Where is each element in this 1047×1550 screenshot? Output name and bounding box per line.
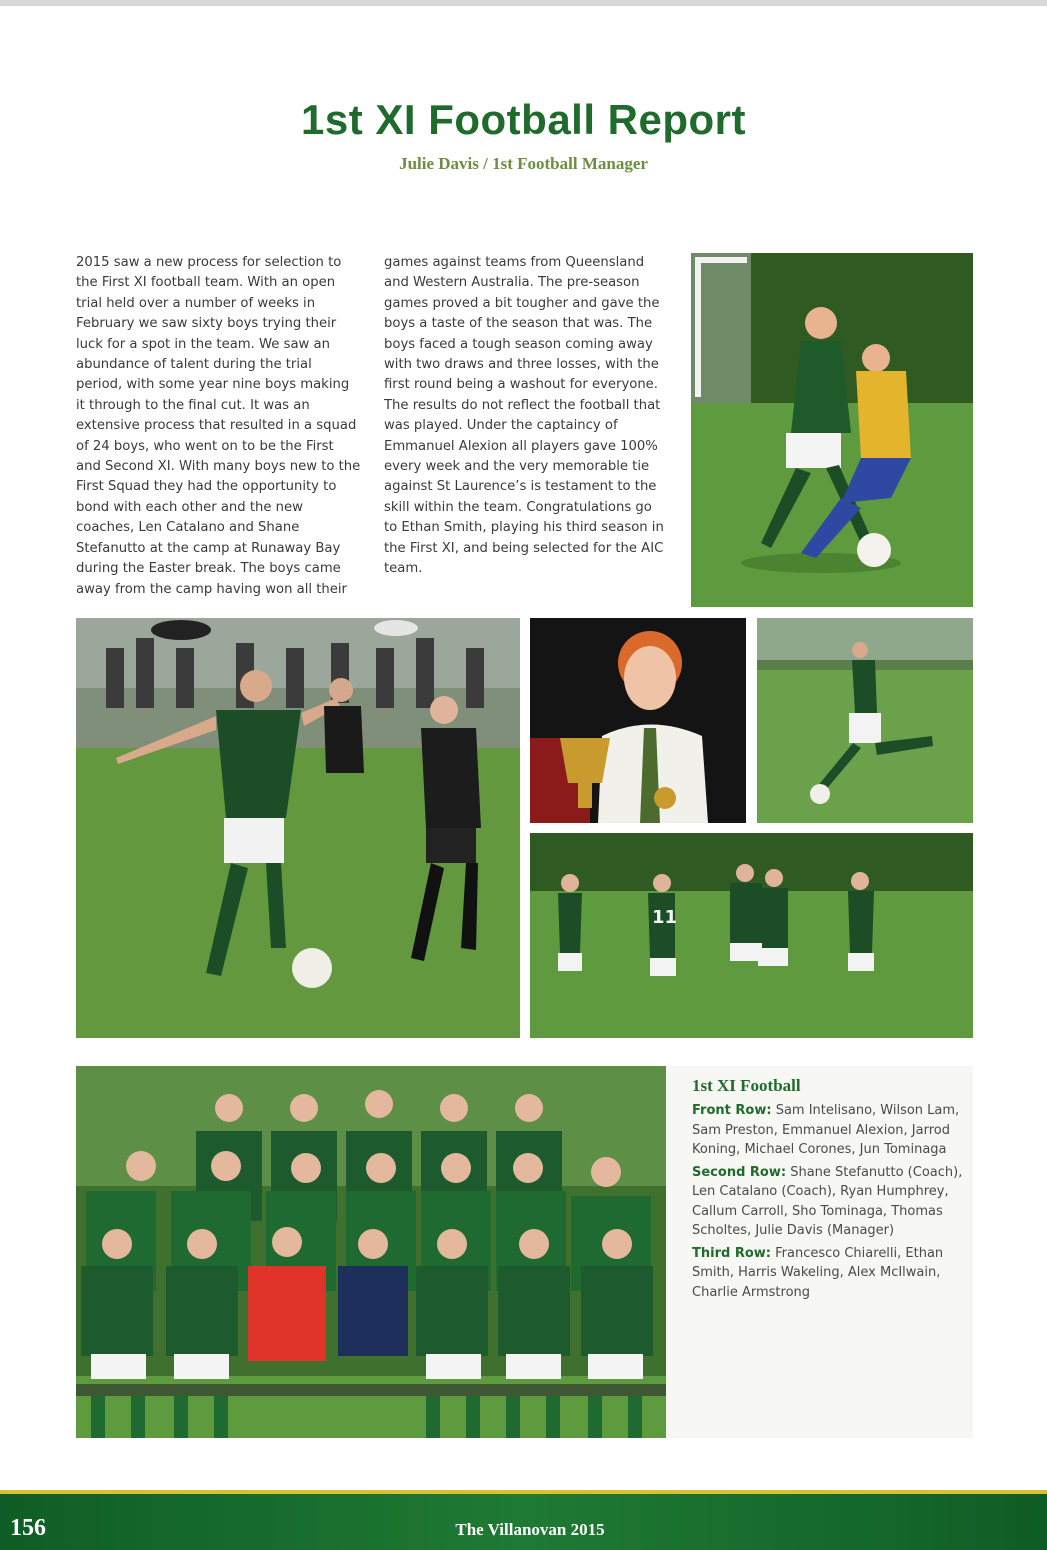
team-caption-list [692,1101,967,1305]
caption-row-front [692,1101,967,1160]
jersey-number: 11 [652,907,678,928]
photo-tackle [691,253,973,607]
publication-name: The Villanovan 2015 [455,1520,605,1539]
caption-row-label: Second Row: [692,1164,787,1180]
caption-row-second [692,1163,967,1241]
article-column-2 [384,253,669,580]
page-number: 156 [10,1515,46,1541]
team-caption-title: 1st XI Football [692,1076,801,1095]
caption-row-names: Sam Intelisano, Wilson Lam, Sam Preston, Emmanuel Alexion, Jarrod Koning, Michael Corones, Jun Tominaga [692,1103,960,1157]
byline: Julie Davis / 1st Football Manager [399,154,648,173]
caption-row-label: Third Row: [692,1245,771,1261]
caption-row-names: Francesco Chiarelli, Ethan Smith, Harris Wakeling, Alex McIlwain, Charlie Armstrong [692,1245,944,1300]
photo-award-portrait [530,618,746,823]
article-paragraph-2: games against teams from Queensland and Western Australia. The pre-season games proved a bit tougher and gave the boys a taste of the season that was. The boys faced a tough season coming away with two draws and three losses, with the first round being a washout for everyone. The results do not reflect the football that was played. Under the captaincy of Emmanuel Alexion all players gave 100% every week and the very memorable tie against St Laurence’s is testament to the skill within the team. Congratulations go to Ethan Smith, playing his third season in the First XI, and being selected for the AIC team. [384,255,664,577]
photo-team-celebration [530,833,973,1038]
photo-team-group [76,1066,666,1438]
caption-row-label: Front Row: [692,1103,772,1118]
photo-match-dribble [76,618,520,1038]
caption-row-third [692,1244,967,1303]
article-column-1 [76,253,361,600]
caption-row-names: Shane Stefanutto (Coach), Len Catalano (Coach), Ryan Humphrey, Callum Carroll, Sho Tominaga, Thomas Scholtes, Julie Davis (Manager) [692,1164,963,1238]
page-title: 1st XI Football Report [300,96,747,143]
top-rule [0,0,1047,6]
photo-kick [757,618,973,823]
article-paragraph-1: 2015 saw a new process for selection to the First XI football team. With an open trial held over a number of weeks in February we saw sixty boys trying their luck for a spot in the team. We saw an abundance of talent during the trial period, with some year nine boys making it through to the final cut. It was an extensive process that resulted in a squad of 24 boys, who went on to be the First and Second XI. With many boys new to the First Squad they had the opportunity to bond with each other and the new coaches, Len Catalano and Shane Stefanutto at the camp at Runaway Bay during the Easter break. The boys came away from the camp having won all their [76,255,361,597]
